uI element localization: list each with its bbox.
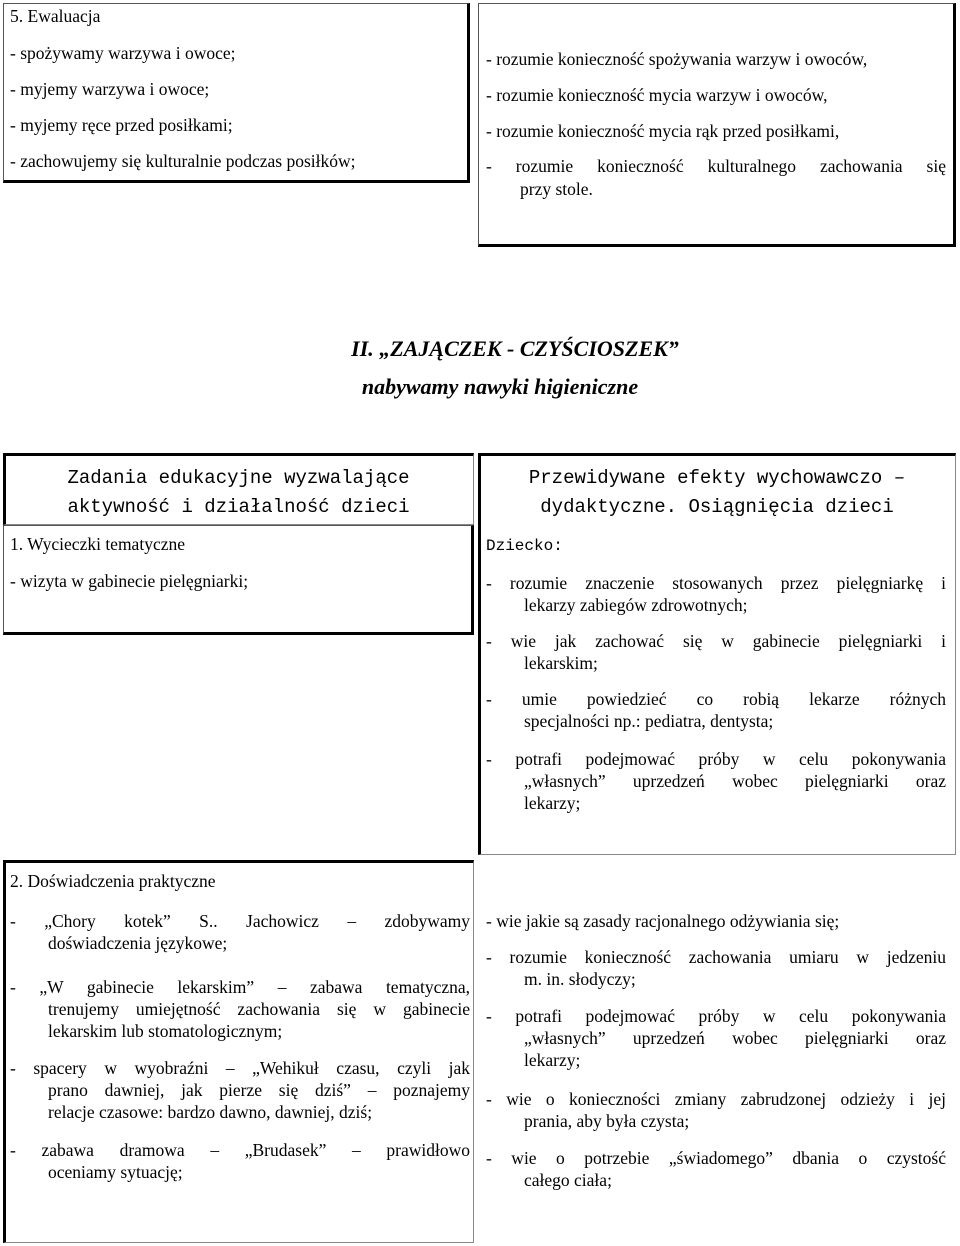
left-header-line1: Zadania edukacyjne wyzwalające bbox=[67, 467, 410, 489]
block1-effect: - umie powiedzieć co robią lekarze różnych specjalności np.: pediatra, dentysta; bbox=[486, 689, 946, 731]
top-effect-item: przy stole. bbox=[520, 179, 593, 199]
block2-effect: - wie jakie są zasady racjonalnego odżywiania się; bbox=[486, 911, 840, 931]
top-effect-item: - rozumie konieczność mycia warzyw i owoców, bbox=[486, 85, 828, 105]
top-effect-item: - rozumie konieczność spożywania warzyw i owoców, bbox=[486, 49, 868, 69]
evaluation-item: - myjemy ręce przed posiłkami; bbox=[10, 115, 233, 135]
evaluation-item: - zachowujemy się kulturalnie podczas posiłków; bbox=[10, 151, 356, 171]
section-subtitle: nabywamy nawyki higieniczne bbox=[361, 374, 639, 399]
evaluation-heading: 5. Ewaluacja bbox=[10, 6, 101, 26]
block2-item: - spacery w wyobraźni – „Wehikuł czasu, czyli jak prano dawniej, jak pierze się dziś” – poznajemy relacje czasowe: bardzo dawno, dawniej, dziś; bbox=[10, 1058, 470, 1122]
block1-effect: - wie jak zachować się w gabinecie pielęgniarki i lekarskim; bbox=[486, 631, 946, 673]
block2-heading: 2. Doświadczenia praktyczne bbox=[10, 871, 216, 891]
block1-heading: 1. Wycieczki tematyczne bbox=[10, 534, 185, 554]
left-header-line2: aktywność i działalność dzieci bbox=[67, 496, 410, 518]
block2-effect: - rozumie konieczność zachowania umiaru w jedzeniu m. in. słodyczy; bbox=[486, 947, 946, 989]
dziecko-label: Dziecko: bbox=[486, 537, 563, 555]
top-effect-item: - rozumie konieczność mycia rąk przed posiłkami, bbox=[486, 121, 840, 141]
right-header-line1: Przewidywane efekty wychowawczo – bbox=[528, 467, 906, 489]
block2-effect: - wie o potrzebie „świadomego” dbania o czystość całego ciała; bbox=[486, 1148, 946, 1190]
block2-item: - „W gabinecie lekarskim” – zabawa tematyczna, trenujemy umiejętność zachowania się w gabinecie lekarskim lub stomatologicznym; bbox=[10, 977, 470, 1041]
block1-effect: - potrafi podejmować próby w celu pokonywania „własnych” uprzedzeń wobec pielęgniarki oraz lekarzy; bbox=[486, 749, 946, 813]
block2-effect: - wie o konieczności zmiany zabrudzonej odzieży i jej prania, aby była czysta; bbox=[486, 1089, 946, 1131]
top-effect-item: - rozumie konieczność kulturalnego zachowania się bbox=[486, 156, 946, 176]
block2-item: - zabawa dramowa – „Brudasek” – prawidłowo oceniamy sytuację; bbox=[10, 1140, 470, 1182]
block2-item: - „Chory kotek” S.. Jachowicz – zdobywamy doświadczenia językowe; bbox=[10, 911, 470, 953]
section-title: II. „ZAJĄCZEK - CZYŚCIOSZEK” bbox=[351, 336, 679, 361]
block2-effect: - potrafi podejmować próby w celu pokonywania „własnych” uprzedzeń wobec pielęgniarki oraz lekarzy; bbox=[486, 1006, 946, 1070]
right-header-line2: dydaktyczne. Osiągnięcia dzieci bbox=[540, 496, 894, 518]
evaluation-item: - myjemy warzywa i owoce; bbox=[10, 79, 210, 99]
evaluation-item: - spożywamy warzywa i owoce; bbox=[10, 43, 236, 63]
block1-item: - wizyta w gabinecie pielęgniarki; bbox=[10, 571, 249, 591]
block1-effect: - rozumie znaczenie stosowanych przez pielęgniarkę i lekarzy zabiegów zdrowotnych; bbox=[486, 573, 946, 615]
